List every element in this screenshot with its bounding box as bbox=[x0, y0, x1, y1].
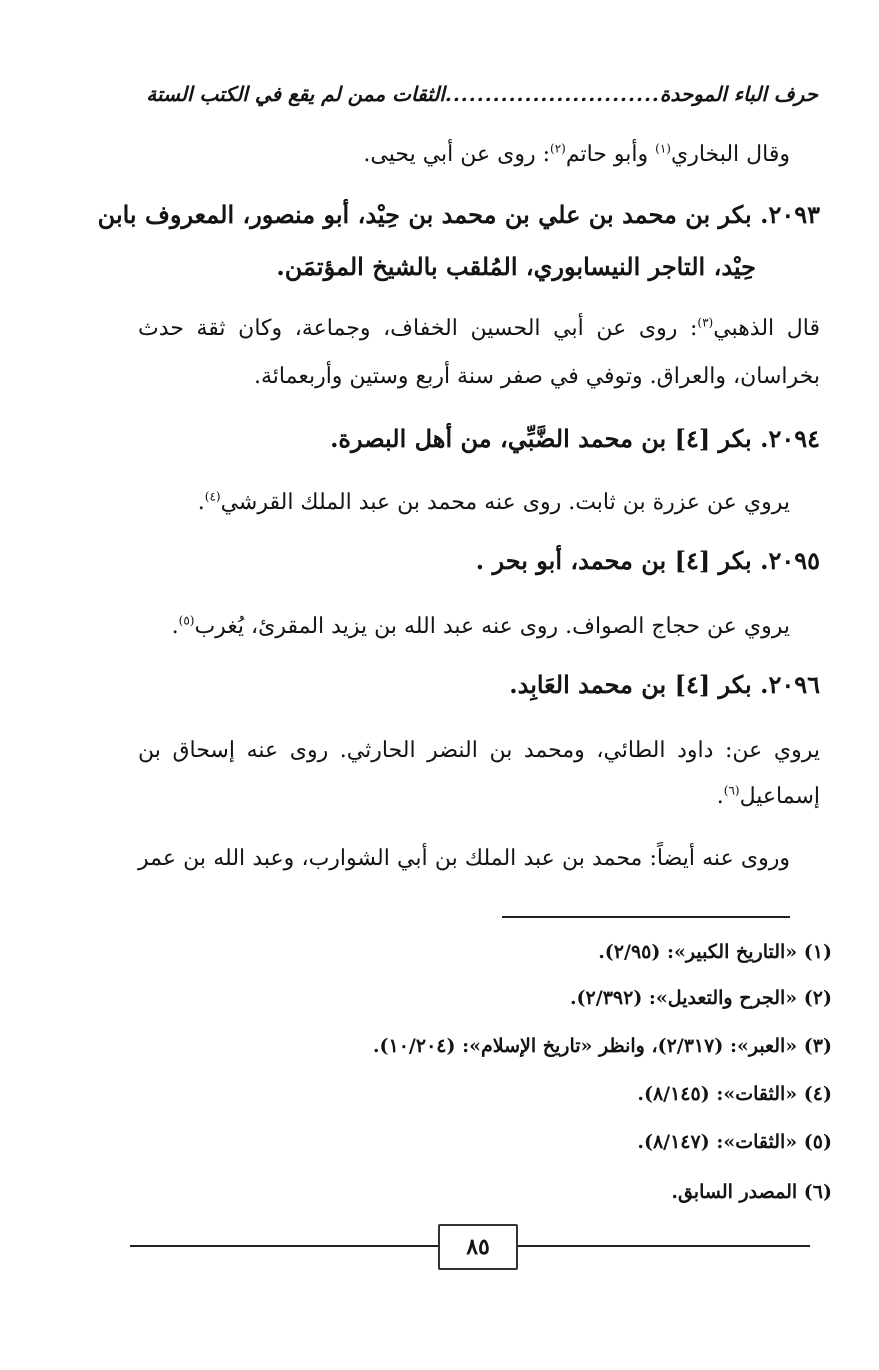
entry-number: ٢٠٩٤. bbox=[760, 424, 820, 453]
entry-number: ٢٠٩٥. bbox=[760, 546, 820, 575]
text-line: قال الذهبي$^{(٣)}$: روى عن أبي الحسين الخفاف، وجماعة، وكان ثقة حدث bbox=[138, 315, 821, 341]
text-line: إسماعيل$^{(٦)}$. bbox=[716, 783, 820, 809]
entry-2093-title-cont: حِيْد، التاجر النيسابوري، المُلقب بالشيخ المؤتمَن. bbox=[276, 252, 756, 281]
entry-2095-title: ٢٠٩٥. بكر [٤] بن محمد، أبو بحر . bbox=[475, 546, 820, 575]
footnote: (٣) «العبر»: (٢/٣١٧)، وانظر «تاريخ الإسلام»: (١٠/٢٠٤). bbox=[372, 1035, 832, 1057]
text-line: يروي عن عزرة بن ثابت. روى عنه محمد بن عبد الملك القرشي$^{(٤)}$. bbox=[197, 489, 790, 515]
footnote-ref: (٣) bbox=[697, 315, 714, 330]
page-number: ٨٥ bbox=[438, 1224, 518, 1270]
text-line: يروي عن حجاج الصواف. روى عنه عبد الله بن يزيد المقرئ، يُغرب$^{(٥)}$. bbox=[171, 613, 790, 639]
footnote: (٢) «الجرح والتعديل»: (٢/٣٩٢). bbox=[569, 987, 832, 1009]
text-line: وروى عنه أيضاً: محمد بن عبد الملك بن أبي الشوارب، وعبد الله بن عمر bbox=[138, 846, 790, 871]
footnote-ref: (٦) bbox=[723, 783, 740, 798]
entry-number: ٢٠٩٣. bbox=[760, 200, 820, 229]
footnote-separator bbox=[502, 916, 790, 918]
text-line: وقال البخاري$^{(١)}$ وأبو حاتم$^{(٢)}$: روى عن أبي يحيى. bbox=[363, 141, 790, 167]
text-line: يروي عن: داود الطائي، ومحمد بن النضر الحارثي. روى عنه إسحاق بن bbox=[138, 738, 820, 763]
footnote: (١) «التاريخ الكبير»: (٢/٩٥). bbox=[598, 941, 832, 963]
footnote-ref: (٢) bbox=[550, 141, 566, 156]
header-dots: ........................... bbox=[444, 82, 660, 106]
book-title: الثقات ممن لم يقع في الكتب الستة bbox=[146, 82, 445, 106]
text-line: بخراسان، والعراق. وتوفي في صفر سنة أربع وستين وأربعمائة. bbox=[254, 364, 820, 389]
footer-rule bbox=[514, 1245, 810, 1247]
footnote: (٤) «الثقات»: (٨/١٤٥). bbox=[637, 1083, 832, 1105]
footnote-ref: (١) bbox=[655, 141, 671, 156]
footnote-ref: (٥) bbox=[178, 613, 195, 628]
running-header bbox=[146, 74, 818, 114]
footer-rule bbox=[130, 1245, 438, 1247]
footnote: (٥) «الثقات»: (٨/١٤٧). bbox=[637, 1131, 832, 1153]
entry-number: ٢٠٩٦. bbox=[760, 670, 820, 699]
entry-2093-title: ٢٠٩٣. بكر بن محمد بن علي بن محمد بن حِيْد، أبو منصور، المعروف بابن bbox=[97, 200, 820, 229]
entry-2094-title: ٢٠٩٤. بكر [٤] بن محمد الضَّبِّي، من أهل البصرة. bbox=[330, 424, 820, 453]
chapter-title: حرف الباء الموحدة bbox=[659, 82, 818, 106]
footnote-ref: (٤) bbox=[204, 489, 221, 504]
entry-2096-title: ٢٠٩٦. بكر [٤] بن محمد العَابِد. bbox=[509, 670, 820, 699]
footnote: (٦) المصدر السابق. bbox=[671, 1181, 832, 1203]
